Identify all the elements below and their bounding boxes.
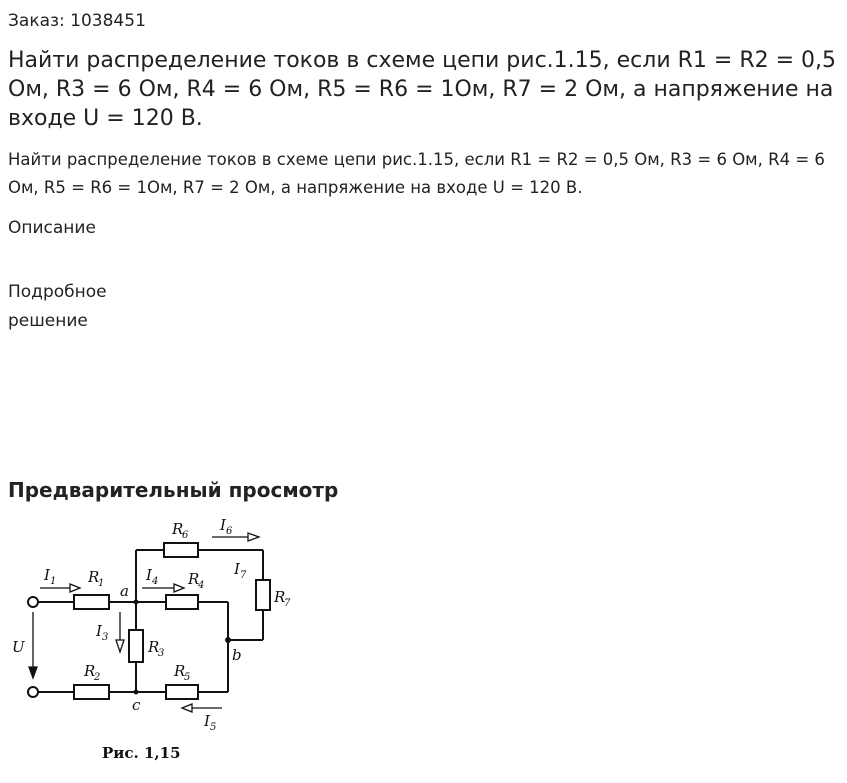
label-r3: R xyxy=(148,638,160,656)
node-c-dot xyxy=(134,690,139,695)
label-i7: I xyxy=(234,560,240,578)
label-i4: I xyxy=(146,566,152,584)
task-title: Найти распределение токов в схеме цепи рис.1.15, если R1 = R2 = 0,5 Ом, R3 = 6 Ом, R4 = 6 Ом, R5 = R6 = 1Ом, R7 = 2 Ом, а напряжение на входе U = 120 В. xyxy=(8,48,837,131)
label-r6-sub: 6 xyxy=(182,530,189,541)
label-r2-sub: 2 xyxy=(94,672,101,683)
label-node-b: b xyxy=(232,646,242,664)
label-r5: R xyxy=(174,662,186,680)
resistor-r4 xyxy=(166,595,198,609)
resistor-r7 xyxy=(256,580,270,610)
label-r6: R xyxy=(172,520,184,538)
label-node-a: a xyxy=(120,582,129,600)
resistor-r3 xyxy=(129,630,143,662)
order-number: Заказ: 1038451 xyxy=(8,11,146,31)
label-i1-sub: 1 xyxy=(50,576,57,587)
label-i5-sub: 5 xyxy=(210,722,217,733)
resistor-r1 xyxy=(74,595,109,609)
label-i4-sub: 4 xyxy=(152,576,159,587)
label-r4-sub: 4 xyxy=(198,580,205,591)
label-i6: I xyxy=(220,516,226,534)
label-r2: R xyxy=(84,662,96,680)
node-b-dot xyxy=(225,637,231,643)
label-r3-sub: 3 xyxy=(158,648,165,659)
label-u: U xyxy=(12,638,25,656)
figure-caption: Рис. 1,15 xyxy=(102,744,181,762)
label-node-c: c xyxy=(132,696,141,714)
input-terminal-top xyxy=(28,597,38,607)
circuit-diagram-svg xyxy=(8,512,308,778)
label-r4: R xyxy=(188,570,200,588)
label-i5: I xyxy=(204,712,210,730)
circuit-diagram-preview xyxy=(8,512,308,778)
label-r1: R xyxy=(88,568,100,586)
label-r7-sub: 7 xyxy=(284,598,291,609)
node-a-dot xyxy=(134,600,139,605)
label-r5-sub: 5 xyxy=(184,672,191,683)
label-i3: I xyxy=(96,622,102,640)
preview-heading: Предварительный просмотр xyxy=(8,478,339,502)
resistor-r2 xyxy=(74,685,109,699)
resistor-r5 xyxy=(166,685,198,699)
label-r1-sub: 1 xyxy=(98,578,105,589)
description-label: Описание xyxy=(8,218,96,238)
task-description: Найти распределение токов в схеме цепи рис.1.15, если R1 = R2 = 0,5 Ом, R3 = 6 Ом, R4 = 6 Ом, R5 = R6 = 1Ом, R7 = 2 Ом, а напряжение на входе U = 120 В. xyxy=(8,150,825,197)
label-i1: I xyxy=(44,566,50,584)
label-i7-sub: 7 xyxy=(240,570,247,581)
detailed-solution-link[interactable]: Подробное решение xyxy=(8,282,107,331)
resistor-r6 xyxy=(164,543,198,557)
current-arrows xyxy=(29,533,259,712)
label-i3-sub: 3 xyxy=(102,632,109,643)
label-r7: R xyxy=(274,588,286,606)
label-i6-sub: 6 xyxy=(226,526,233,537)
input-terminal-bottom xyxy=(28,687,38,697)
